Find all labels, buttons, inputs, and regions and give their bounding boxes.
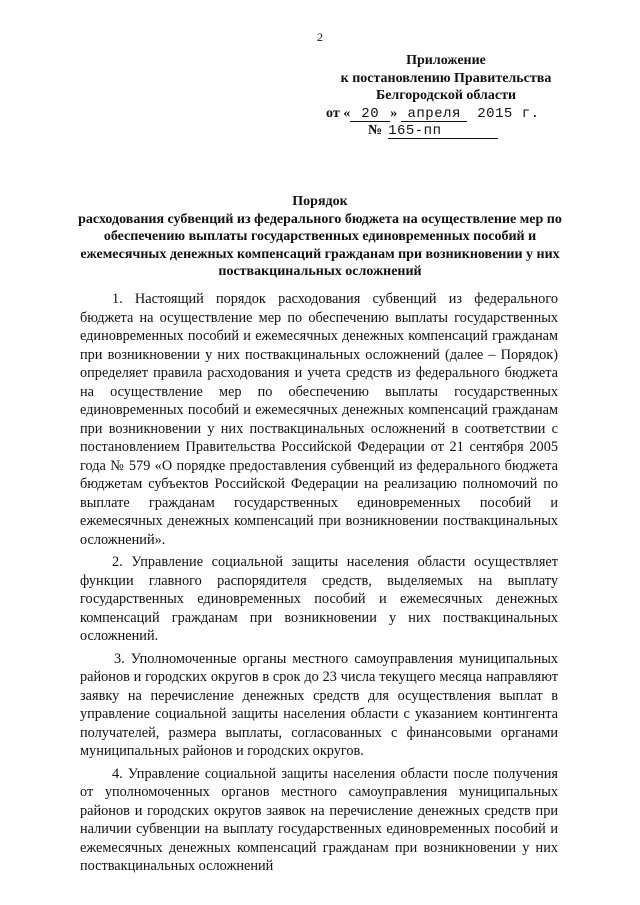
appendix-number-line xyxy=(326,122,566,140)
document-title-block xyxy=(60,193,580,281)
document-title: Порядок xyxy=(292,194,348,209)
date-quote-close: » xyxy=(390,105,398,121)
page-number: 2 xyxy=(317,30,323,44)
document-subtitle: расходования субвенций из федерального бюджета на осуществление мер по обеспечению выплаты государственных единовременных пособий и ежемесячных денежных компенсаций гражданам при возникновении у них поствакцинальных осложнений xyxy=(78,211,562,279)
appendix-title: Приложение xyxy=(406,53,486,68)
appendix-reference: к постановлению Правительства xyxy=(340,70,552,86)
paragraph-3: 3. Уполномоченные органы местного самоуправления муниципальных районов и городских округов в срок до 23 числа текущего месяца направляют заявку на перечисление денежных средств для осуществления выплат в управление социальной защиты населения области с указанием контингента получателей, размера выплаты, согласованных с финансовыми органами муниципальных районов и городских округов. xyxy=(80,650,558,759)
appendix-region: Белгородской области xyxy=(375,88,517,103)
paragraph-2: 2. Управление социальной защиты населения области осуществляет функции главного распорядителя средств, выделяемых на выплату государственных единовременных пособий и ежемесячных денежных компенсаций гражданам при возникновении у них поствакцинальных осложнений. xyxy=(80,554,558,644)
paragraph-1: 1. Настоящий порядок расходования субвенций из федерального бюджета на осуществление мер по обеспечению выплаты государственных единовременных пособий и ежемесячных денежных компенсаций гражданам при возникновении у них поствакцинальных осложнений (далее – Порядок) определяет правила расходования и учета средств из федерального бюджета на осуществление мер по обеспечению выплаты государственных единовременных пособий и ежемесячных денежных компенсаций гражданам при возникновении у них поствакцинальных осложнений в соответствии с постановлением Правительства Российской Федерации от 21 сентября 2005 года № 579 «О порядке предоставления субвенций из федерального бюджета бюджетам субъектов Российской Федерации на реализацию полномочий по выплате гражданам государственных единовременных пособий и ежемесячных денежных компенсаций при возникновении поствакцинальных осложнений». xyxy=(80,291,558,548)
date-month: апреля xyxy=(401,107,467,122)
appendix-date-line xyxy=(326,105,566,123)
date-year: 2015 г. xyxy=(477,105,540,122)
paragraph-4: 4. Управление социальной защиты населения области после получения от уполномоченных органов местного самоуправления муниципальных районов и городских округов заявок на перечисление денежных средств при наличии субвенции на выплату государственных единовременных пособий и ежемесячных денежных компенсаций гражданам при возникновении у них поствакцинальных осложнений xyxy=(80,765,558,874)
document-number: 165-пп xyxy=(388,124,498,139)
number-prefix: № xyxy=(368,123,383,138)
appendix-header xyxy=(326,52,566,140)
document-body xyxy=(80,290,558,880)
date-prefix: от « xyxy=(326,105,351,121)
date-day: 20 xyxy=(350,107,390,122)
